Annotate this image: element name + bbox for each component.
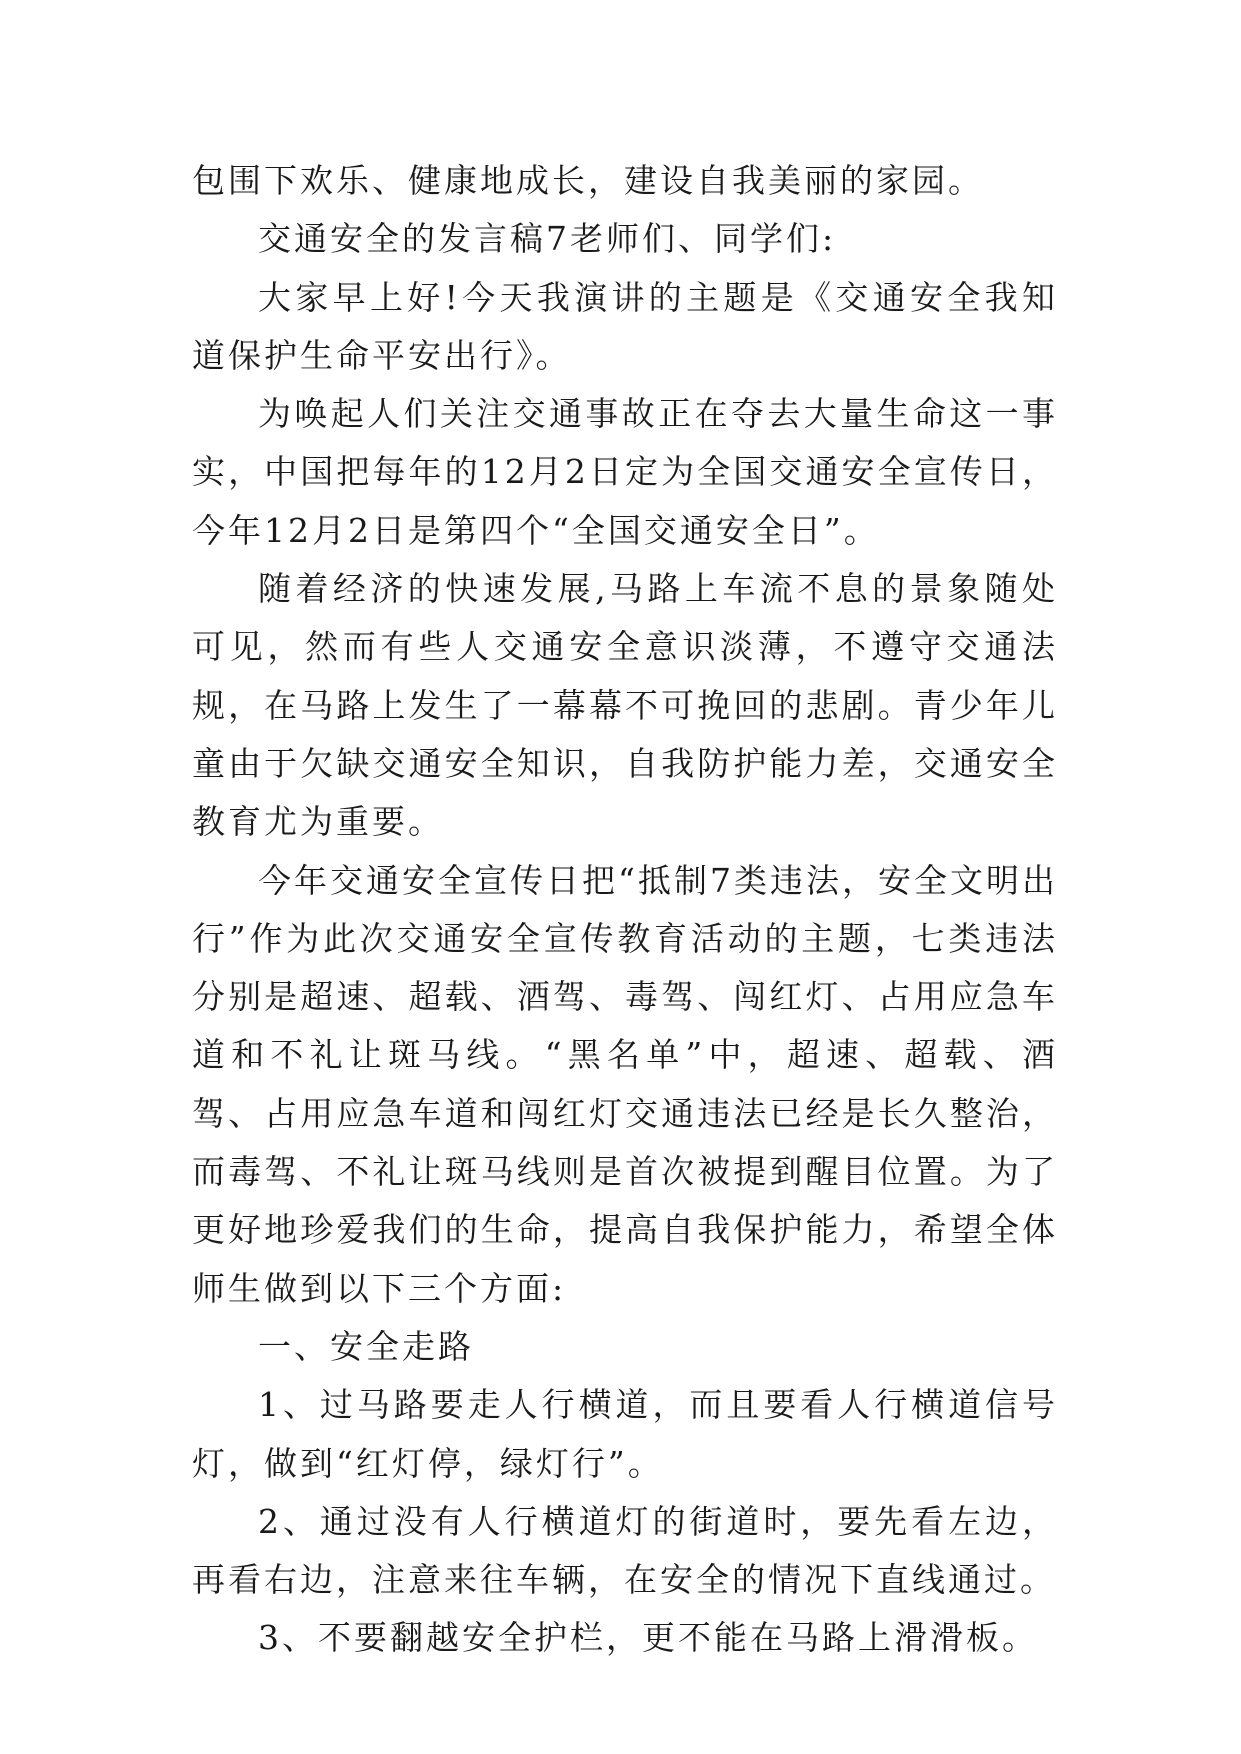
paragraph: 随着经济的快速发展,马路上车流不息的景象随处可见，然而有些人交通安全意识淡薄，不遵守交通法规，在马路上发生了一幕幕不可挽回的悲剧。青少年儿童由于欠缺交通安全知识，自我防护能力差，交通安全教育尤为重要。 — [192, 569, 1058, 842]
paragraph: 交通安全的发言稿7老师们、同学们: — [258, 219, 837, 259]
list-item: 2、通过没有人行横道灯的街道时，要先看左边，再看右边，注意来往车辆，在安全的情况下直线通过。 — [192, 1501, 1058, 1600]
paragraph: 大家早上好!今天我演讲的主题是《交通安全我知道保护生命平安出行》。 — [192, 277, 1058, 375]
list-item: 3、不要翻越安全护栏，更不能在马路上滑滑板。 — [258, 1618, 1038, 1658]
list-item: 1、过马路要走人行横道，而且要看人行横道信号灯，做到“红灯停，绿灯行”。 — [192, 1385, 1058, 1483]
document-body — [192, 152, 1058, 1668]
paragraph: 为唤起人们关注交通事故正在夺去大量生命这一事实，中国把每年的12月2日定为全国交通安全宣传日，今年12月2日是第四个“全国交通安全日”。 — [192, 394, 1058, 550]
section-heading: 一、安全走路 — [258, 1326, 474, 1366]
paragraph: 包围下欢乐、健康地成长，建设自我美丽的家园。 — [192, 161, 984, 200]
paragraph: 今年交通安全宣传日把“抵制7类违法，安全文明出行”作为此次交通安全宣传教育活动的主题，七类违法分别是超速、超载、酒驾、毒驾、闯红灯、占用应急车道和不礼让斑马线。“黑名单”中，超速、超载、酒驾、占用应急车道和闯红灯交通违法已经是长久整治，而毒驾、不礼让斑马线则是首次被提到醒目位置。为了更好地珍爱我们的生命，提高自我保护能力，希望全体师生做到以下三个方面: — [192, 860, 1058, 1308]
